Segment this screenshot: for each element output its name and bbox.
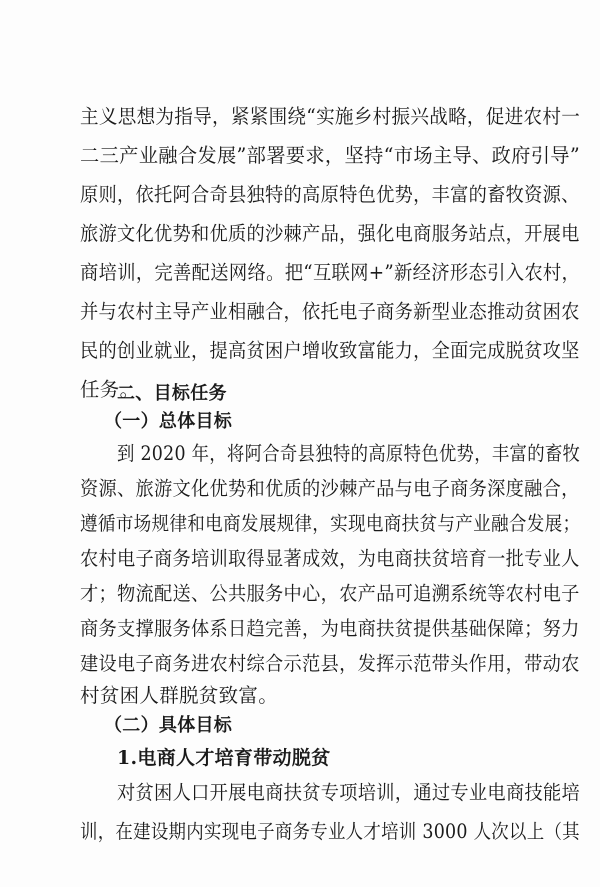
intro-line-7: 民的创业就业，提高贫困户增收致富能力，全面完成脱贫攻坚: [80, 339, 580, 362]
intro-line-5: 商培训，完善配送网络。把“互联网+”新经济形态引入农村，: [80, 261, 581, 284]
intro-line-4: 旅游文化优势和优质的沙棘产品，强化电商服务站点，开展电: [80, 222, 580, 245]
overall-line-5: 才；物流配送、公共服务中心，农产品可追溯系统等农村电子: [80, 582, 580, 605]
overall-line-7: 建设电子商务进农村综合示范县，发挥示范带头作用，带动农: [80, 652, 580, 675]
intro-line-6: 并与农村主导产业相融合，依托电子商务新型业态推动贫困农: [80, 300, 580, 323]
overall-line-1: 到 2020 年，将阿合奇县独特的高原特色优势，丰富的畜牧: [117, 442, 581, 465]
intro-line-1: 主义思想为指导，紧紧围绕“实施乡村振兴战略，促进农村一: [80, 105, 581, 128]
section-heading: 二、目标任务: [117, 383, 227, 404]
item1-heading: 1.电商人才培育带动脱贫: [117, 747, 331, 769]
overall-goal-heading: （一）总体目标: [104, 411, 233, 432]
overall-line-3: 遵循市场规律和电商发展规律，实现电商扶贫与产业融合发展；: [80, 512, 581, 535]
specific-goal-heading: （二）具体目标: [104, 715, 233, 736]
overall-line-2: 资源、旅游文化优势和优质的沙棘产品与电子商务深度融合，: [80, 477, 580, 500]
item1-line-1: 对贫困人口开展电商扶贫专项培训，通过专业电商技能培: [117, 781, 581, 804]
intro-line-2: 二三产业融合发展”部署要求，坚持“市场主导、政府引导”: [80, 144, 580, 167]
item1-line-2: 训，在建设期内实现电子商务专业人才培训 3000 人次以上（其: [80, 820, 580, 843]
overall-line-6: 商务支撑服务体系日趋完善，为电商扶贫提供基础保障；努力: [80, 617, 580, 640]
intro-line-3: 原则，依托阿合奇县独特的高原特色优势，丰富的畜牧资源、: [80, 183, 580, 206]
overall-line-8: 村贫困人群脱贫致富。: [80, 684, 279, 707]
intro-line-8: 任务。: [80, 378, 140, 401]
overall-line-4: 农村电子商务培训取得显著成效，为电商扶贫培育一批专业人: [80, 547, 580, 570]
